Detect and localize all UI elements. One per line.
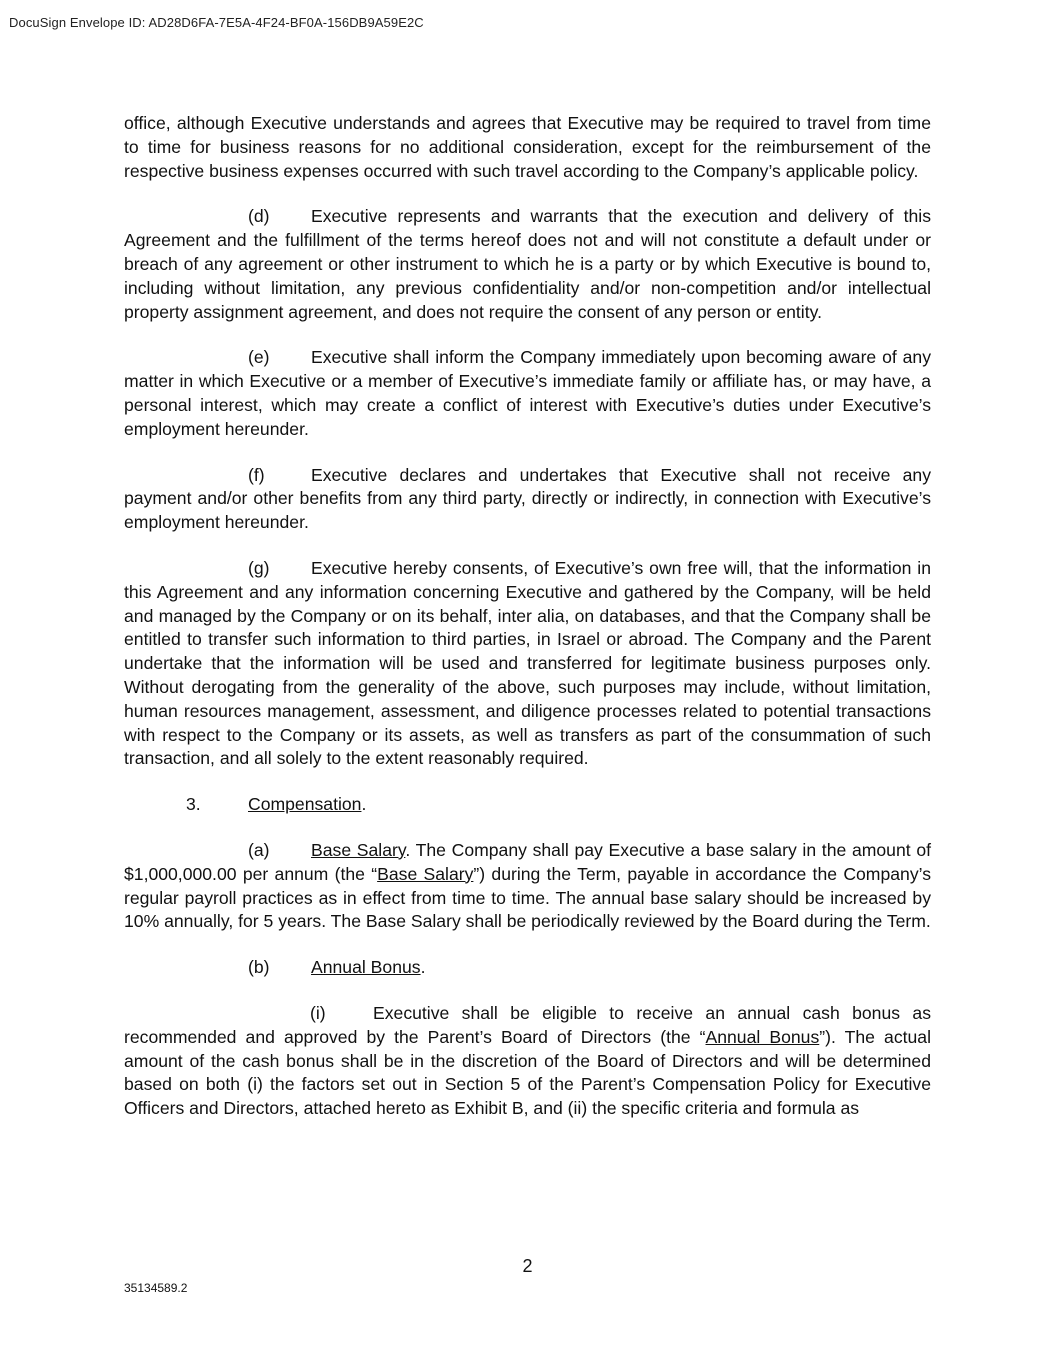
paragraph-label: (a): [248, 839, 270, 860]
base-salary-heading: Base Salary: [311, 839, 406, 860]
defined-term-base-salary: Base Salary: [377, 863, 474, 884]
paragraph-text: Executive shall be eligible to receive an annual cash bonus as recommended and approved by the Parent’s Board of Directors (the “: [124, 1002, 931, 1047]
annual-bonus-heading: Annual Bonus: [311, 957, 421, 978]
envelope-id: DocuSign Envelope ID: AD28D6FA-7E5A-4F24-BF0A-156DB9A59E2C: [9, 15, 424, 30]
paragraph-label: (i): [310, 1002, 326, 1023]
paragraph-label: (d): [248, 206, 270, 227]
page-number: 2: [522, 1256, 533, 1276]
paragraph-base-salary: [124, 839, 931, 934]
paragraph-text: Executive shall inform the Company immediately upon becoming aware of any matter in which Executive or a member of Executive’s immediate family or affiliate has, or may have, a personal interest, which may create a conflict of interest with Executive’s duties under Executive’s employment hereunder.: [124, 347, 931, 439]
paragraph-annual-bonus-i: [124, 1002, 931, 1121]
section-number: 3.: [186, 794, 201, 815]
paragraph-text: Executive represents and warrants that the execution and delivery of this Agreement and the fulfillment of the terms hereof does not and will not constitute a default under or breach of any agreement or other instrument to which he is a party or by which Executive is bound to, including without limitation, any previous confidentiality and/or non-competition and/or intellectual property assignment agreement, and does not require the consent of any person or entity.: [124, 206, 931, 322]
section-3-heading: [186, 793, 931, 817]
heading-suffix: .: [420, 957, 426, 978]
document-body: [124, 112, 931, 1143]
paragraph-text: Executive hereby consents, of Executive’s own free will, that the information in this Agreement and any information concerning Executive and gathered by the Company, will be held and managed by the Company or on its behalf, inter alia, on databases, and that the Company shall be entitled to transfer such information to third parties, in Israel or abroad. The Company and the Parent undertake that the information will be used and transferred for legitimate business purposes only. Without derogating from the generality of the above, such purposes may include, without limitation, human resources management, assessment, and diligence processes related to potential transactions with respect to the Company or its assets, as well as transfers as part of the consummation of such transaction, and all solely to the extent reasonably required.: [124, 557, 931, 769]
document-number: 35134589.2: [124, 1281, 188, 1295]
paragraph-e: [124, 346, 931, 441]
paragraph-text: Executive declares and undertakes that Executive shall not receive any payment and/or other benefits from any third party, directly or indirectly, in connection with Executive’s employment hereunder.: [124, 464, 931, 533]
paragraph-text: ”). The actual amount of the cash bonus shall be in the discretion of the Board of Directors and will be determined based on both (i) the factors set out in Section 5 of the Parent’s Compensation Policy for Executive Officers and Directors, attached hereto as Exhibit B, and (ii) the specific criteria and formula as: [124, 1026, 931, 1119]
paragraph-intro: office, although Executive understands and agrees that Executive may be required to travel from time to time for business reasons for no additional consideration, except for the reimbursement of the respective business expenses occurred with such travel according to the Company’s applicable policy.: [124, 113, 931, 181]
paragraph-d: [124, 205, 931, 324]
section-title: Compensation: [248, 794, 362, 815]
paragraph-label: (g): [248, 557, 270, 578]
defined-term-annual-bonus: Annual Bonus: [705, 1026, 820, 1047]
annual-bonus-heading-row: [248, 956, 931, 980]
paragraph-label: (f): [248, 464, 265, 485]
paragraph-label: (e): [248, 347, 270, 368]
paragraph-g: [124, 557, 931, 771]
paragraph-f: [124, 464, 931, 535]
paragraph-text: . The Company shall pay Executive a base salary in the amount of $1,000,000.00 per annum (the “: [124, 839, 931, 884]
section-title-suffix: .: [361, 794, 367, 815]
paragraph-text: ”) during the Term, payable in accordance the Company’s regular payroll practices as in effect from time to time. The annual base salary should be increased by 10% annually, for 5 years. The Base Salary shall be periodically reviewed by the Board during the Term.: [124, 863, 932, 932]
paragraph-label: (b): [248, 957, 270, 978]
